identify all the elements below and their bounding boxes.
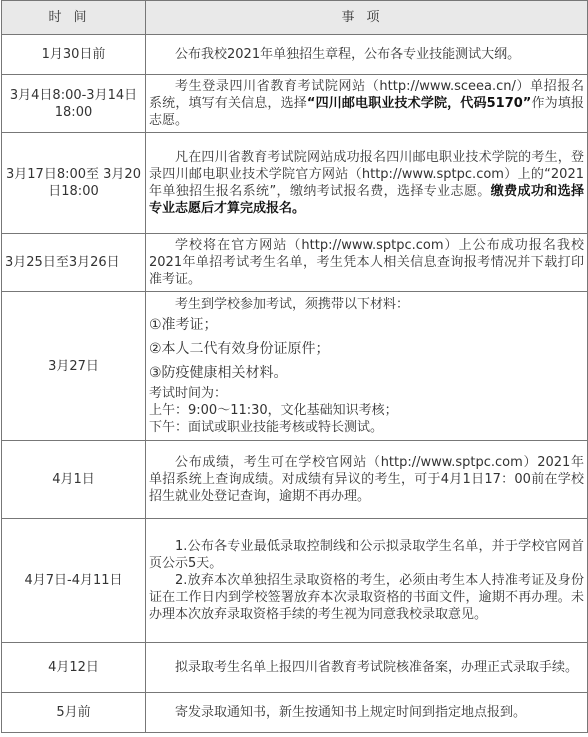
row-text-highlight: 缴费成功和选择专业志愿后才算完成报名。 [149, 184, 584, 216]
header-time: 时间 [2, 1, 146, 35]
row-time: 3月27日 [2, 292, 146, 441]
row-time: 3月25日至3月26日 [2, 234, 146, 292]
row-text [146, 133, 588, 234]
row-text-part: 考生登录四川省教育考试院网站（http://www.sceea.cn/）单招报名系统，填写有关信息，选择 [149, 79, 584, 111]
row-line: ③防疫健康相关材料。 [149, 365, 288, 381]
row-time: 3月17日8:00至 3月20日18:00 [2, 133, 146, 234]
table-row [2, 35, 588, 75]
table-row [2, 643, 588, 693]
row-text: 公布成绩，考生可在学校官网站（http://www.sptpc.com）2021年单招系统上查询成绩。对成绩有异议的考生，可于4月1日17：00前在学校招生就业处登记查询，逾期不再办理。 [146, 441, 588, 519]
row-time: 4月1日 [2, 441, 146, 519]
row-line: ②本人二代有效身份证原件； [149, 341, 330, 357]
table-row [2, 441, 588, 519]
row-time: 1月30日前 [2, 35, 146, 75]
row-line: 考生到学校参加考试，须携带以下材料： [175, 297, 410, 312]
table-row [2, 292, 588, 441]
table-row [2, 519, 588, 643]
row-time: 3月4日8:00-3月14日18:00 [2, 75, 146, 133]
row-text: 拟录取考生名单上报四川省教育考试院核准备案，办理正式录取手续。 [146, 643, 588, 693]
row-text: 公布我校2021年单独招生章程，公布各专业技能测试大纲。 [146, 35, 588, 75]
row-text: 寄发录取通知书，新生按通知书上规定时间到指定地点报到。 [146, 693, 588, 733]
row-text [146, 75, 588, 133]
row-line: 上午：9:00～11:30，文化基础知识考核； [149, 403, 398, 418]
row-time: 4月7日-4月11日 [2, 519, 146, 643]
table-header-row [2, 1, 588, 35]
table-row [2, 693, 588, 733]
row-line: 下午：面试或职业技能考核或特长测试。 [149, 420, 384, 435]
row-line: 考试时间为： [149, 386, 228, 401]
header-item: 事项 [146, 1, 588, 35]
row-text: 学校将在官方网站（http://www.sptpc.com）上公布成功报名我校2021年单招考试考生名单，考生凭本人相关信息查询报考情况并下载打印准考证。 [146, 234, 588, 292]
table-row [2, 75, 588, 133]
row-line: ①准考证； [149, 317, 218, 333]
row-text-highlight: “四川邮电职业技术学院，代码5170” [306, 96, 532, 111]
admission-schedule-table [1, 0, 588, 733]
row-paragraph: 1.公布各专业最低录取控制线和公示拟录取学生名单，并于学校官网首页公示5天。 [149, 539, 584, 571]
row-text [146, 519, 588, 643]
table-row [2, 234, 588, 292]
row-text [146, 292, 588, 441]
row-text-part: 凡在四川省教育考试院网站成功报名四川邮电职业技术学院的考生，登录四川邮电职业技术学院官方网站（http://www.sptpc.com）上的“2021年单独招生报名系统”，缴纳考试报名费，选择专业志愿。 [149, 150, 584, 199]
row-time: 5月前 [2, 693, 146, 733]
row-time: 4月12日 [2, 643, 146, 693]
row-paragraph: 2.放弃本次单独招生录取资格的考生，必须由考生本人持准考证及身份证在工作日内到学校签署放弃本次录取资格的书面文件，逾期不再办理。未办理本次放弃录取资格手续的考生视为同意我校录取意见。 [149, 573, 584, 622]
row-text-part: 作为填报志愿。 [149, 96, 584, 128]
table-row [2, 133, 588, 234]
